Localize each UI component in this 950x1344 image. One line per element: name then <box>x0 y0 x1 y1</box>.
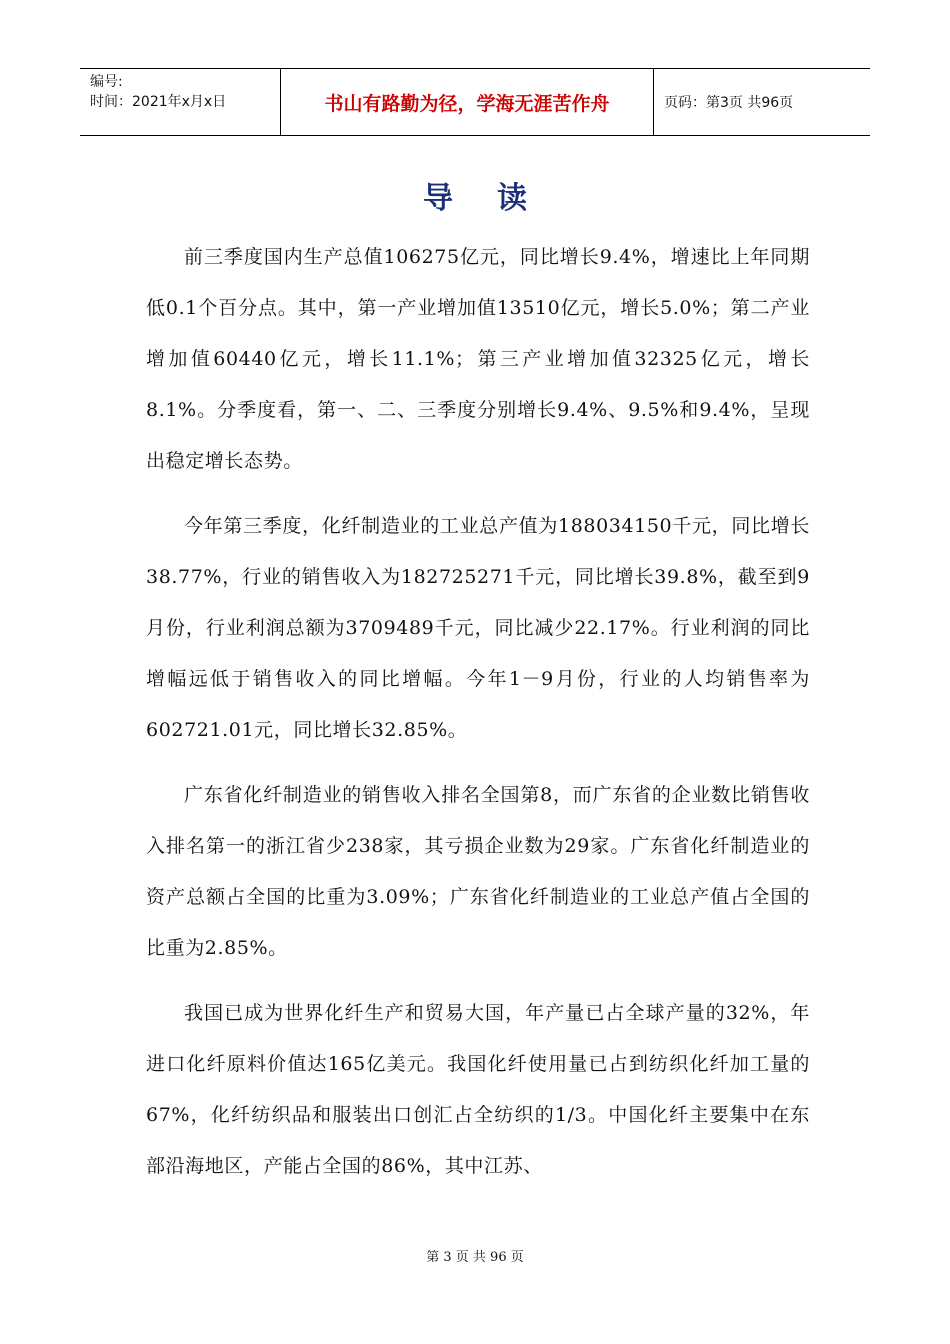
header-motto: 书山有路勤为径，学海无涯苦作舟 <box>281 69 654 135</box>
page-title: 导读 <box>423 181 571 216</box>
document-header <box>80 68 870 136</box>
paragraph-gdp: 前三季度国内生产总值106275亿元，同比增长9.4%，增速比上年同期低0.1个百分点。其中，第一产业增加值13510亿元，增长5.0%；第二产业增加值60440亿元，增长11.1%；第三产业增加值32325亿元，增长8.1%。分季度看，第一、二、三季度分别增长9.4%、9.5%和9.4%，呈现出稳定增长态势。 <box>146 246 810 472</box>
header-meta <box>80 69 281 135</box>
paragraph-china-fiber-trade: 我国已成为世界化纤生产和贸易大国，年产量已占全球产量的32%，年进口化纤原料价值达165亿美元。我国化纤使用量已占到纺织化纤加工量的67%，化纤纺织品和服装出口创汇占全纺织的1/3。中国化纤主要集中在东部沿海地区，产能占全国的86%，其中江苏、 <box>146 1002 810 1177</box>
page-footer: 第 3 页 共 96 页 <box>426 1250 524 1265</box>
document-body <box>146 232 810 1192</box>
document-number-label: 编号: <box>90 74 123 90</box>
paragraph-chemical-fiber-q3: 今年第三季度，化纤制造业的工业总产值为188034150千元，同比增长38.77%，行业的销售收入为182725271千元，同比增长39.8%，截至到9月份，行业利润总额为3709489千元，同比减少22.17%。行业利润的同比增幅远低于销售收入的同比增幅。今年1－9月份，行业的人均销售率为602721.01元，同比增长32.85%。 <box>146 515 810 741</box>
header-page-number: 页码：第3页 共96页 <box>664 95 794 111</box>
paragraph-guangdong: 广东省化纤制造业的销售收入排名全国第8，而广东省的企业数比销售收入排名第一的浙江省少238家，其亏损企业数为29家。广东省化纤制造业的资产总额占全国的比重为3.09%；广东省化纤制造业的工业总产值占全国的比重为2.85%。 <box>146 784 810 959</box>
document-date-label: 时间：2021年x月x日 <box>90 94 227 110</box>
